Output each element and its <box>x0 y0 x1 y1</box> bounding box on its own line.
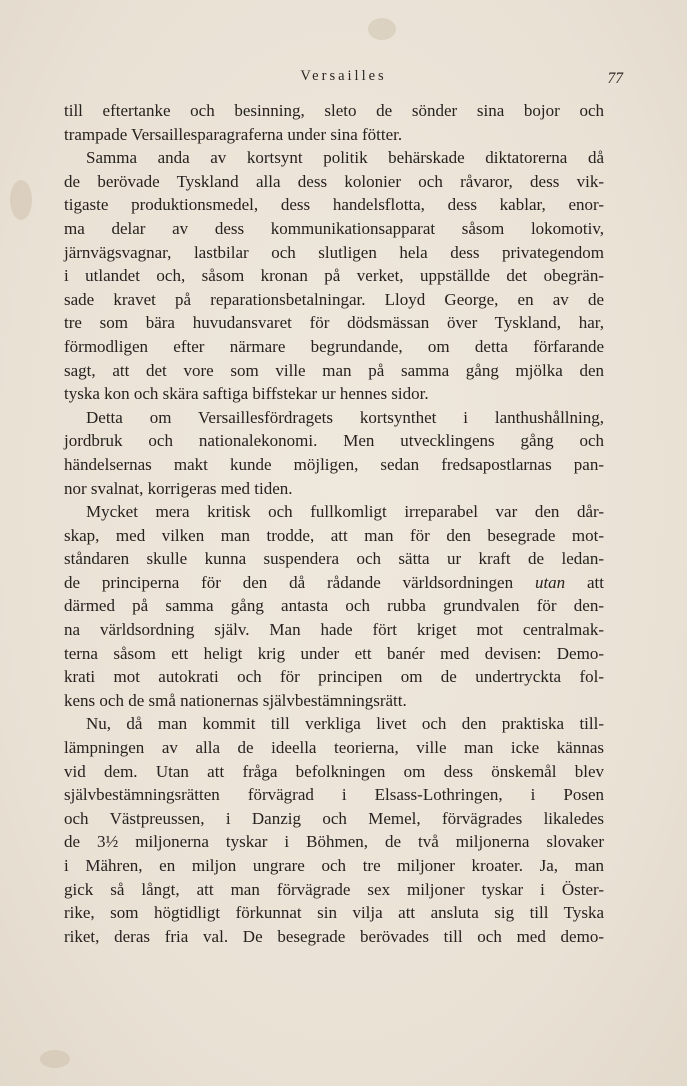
paper-stain <box>40 1050 70 1068</box>
text-line: ma delar av dess kommunikationsapparat såsom lokomotiv, <box>64 218 604 238</box>
text-line: vid dem. Utan att fråga befolkningen om dess önskemål blev <box>64 761 604 781</box>
text-line: de 3½ miljonerna tyskar i Böhmen, de två miljonerna slovaker <box>64 832 604 852</box>
page-number: 77 <box>607 70 623 87</box>
text-line: Nu, då man kommit till verkliga livet och den praktiska till- <box>86 714 604 734</box>
text-line: i Mähren, en miljon ungrare och tre miljoner kroater. Ja, man <box>64 856 604 875</box>
text-line: gick så långt, att man förvägrade sex miljoner tyskar i Öster- <box>64 879 604 899</box>
paper-stain <box>10 180 32 220</box>
text-line: till eftertanke och besinning, sleto de sönder sina bojor och <box>64 101 604 120</box>
emphasis: utan <box>534 572 566 592</box>
running-title: Versailles <box>300 68 387 84</box>
text-line: jordbruk och nationalekonomi. Men utvecklingens gång och <box>64 431 604 451</box>
text-line: i utlandet och, såsom kronan på verket, uppställde det obegrän- <box>64 266 604 286</box>
text-line: Detta om Versaillesfördragets kortsynthet i lanthushållning, <box>86 407 604 427</box>
text-line: tre som bära huvudansvaret för dödsmässan över Tyskland, har, <box>64 313 604 333</box>
text-line: de berövade Tyskland alla dess kolonier och råvaror, dess vik- <box>64 171 604 191</box>
text-line: tigaste produktionsmedel, dess handelsflotta, dess kablar, enor- <box>64 195 604 215</box>
text-line: trampade Versaillesparagraferna under sina fötter. <box>64 124 403 144</box>
text-line: sade kravet på reparationsbetalningar. Lloyd George, en av de <box>64 289 604 309</box>
text-line: nor svalnat, korrigeras med tiden. <box>64 478 293 498</box>
text-line: rike, som högtidligt förkunnat sin vilja att ansluta sig till Tyska <box>64 903 604 923</box>
text-line: Samma anda av kortsynt politik behärskade diktatorerna då <box>86 148 604 168</box>
text-line: händelsernas makt kunde möjligen, sedan fredsapostlarnas pan- <box>64 454 604 474</box>
text-line: skap, med vilken man trodde, att man för den besegrade mot- <box>64 525 604 545</box>
text-line: sagt, att det vore som ville man på samma gång mjölka den <box>64 360 604 380</box>
text-line: de principerna för den då rådande världsordningen utan att <box>64 572 604 592</box>
text-line: järnvägsvagnar, lastbilar och slutligen hela dess privategendom <box>64 242 604 262</box>
text-line: därmed på samma gång antasta och rubba grundvalen för den- <box>64 596 604 616</box>
text-line: krati mot autokrati och för principen om de undertryckta fol- <box>64 667 604 687</box>
text-line: terna såsom ett heligt krig under ett banér med devisen: Demo- <box>64 643 604 663</box>
paper-stain <box>368 18 396 40</box>
text-line: självbestämningsrätten förvägrad i Elsass-Lothringen, i Posen <box>64 785 604 805</box>
body-text <box>64 99 604 948</box>
text-line: Mycket mera kritisk och fullkomligt irreparabel var den dår- <box>86 502 604 522</box>
text-line: lämpningen av alla de ideella teorierna, ville man icke kännas <box>64 738 604 758</box>
text-line: förmodligen efter närmare begrundande, om detta förfarande <box>64 336 604 356</box>
text-line: ståndaren skulle kunna suspendera och sätta ur kraft de ledan- <box>64 549 604 569</box>
text-line: och Västpreussen, i Danzig och Memel, förvägrades likaledes <box>64 808 604 828</box>
text-line: tyska kon och skära saftiga biffstekar ur hennes sidor. <box>64 384 429 404</box>
text-line: na världsordning själv. Man hade fört kriget mot centralmak- <box>64 620 604 640</box>
running-head <box>0 68 687 88</box>
text-line: riket, deras fria val. De besegrade berövades till och med demo- <box>64 926 604 946</box>
text-line: kens och de små nationernas självbestämningsrätt. <box>64 690 407 710</box>
